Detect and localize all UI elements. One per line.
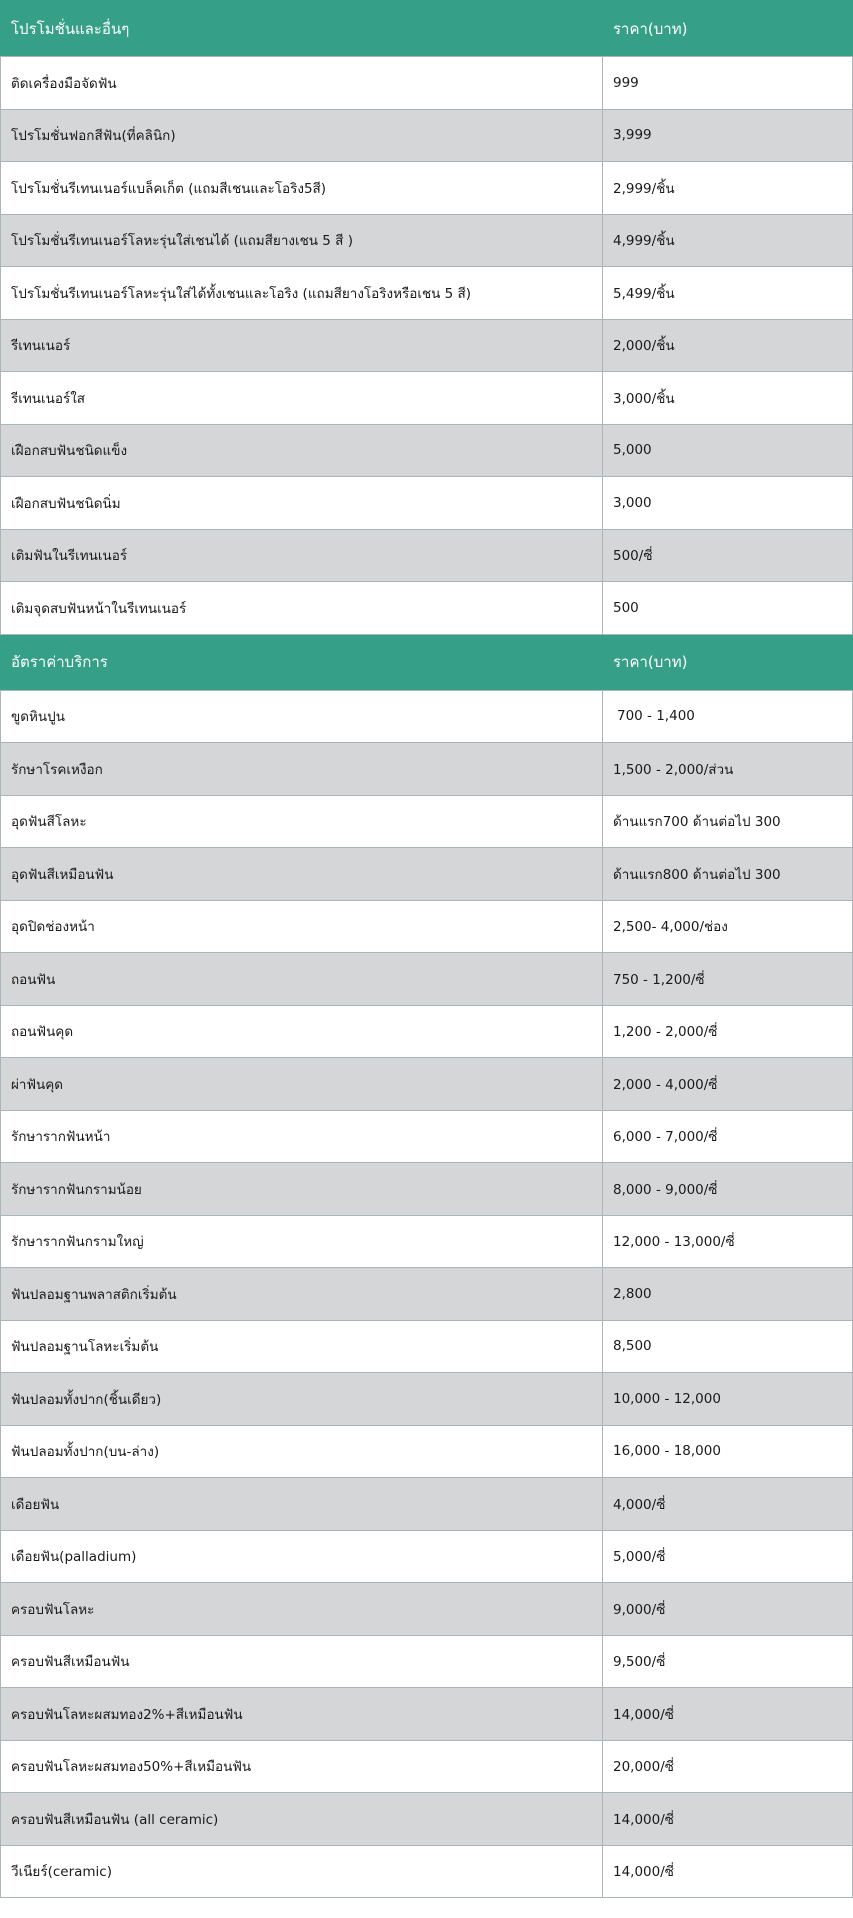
service-name: ครอบฟันสีเหมือนฟัน — [1, 1635, 603, 1688]
table-row — [1, 1478, 853, 1531]
service-price: 700 - 1,400 — [603, 690, 853, 743]
service-price: 4,999/ชิ้น — [603, 214, 853, 267]
service-name: ฟันปลอมฐานพลาสติกเริ่มต้น — [1, 1268, 603, 1321]
service-price: 2,000 - 4,000/ซี่ — [603, 1058, 853, 1111]
service-name: ครอบฟันโลหะผสมทอง50%+สีเหมือนฟัน — [1, 1740, 603, 1793]
table-row — [1, 1373, 853, 1426]
service-name: รักษารากฟันกรามใหญ่ — [1, 1215, 603, 1268]
service-name: ถอนฟัน — [1, 953, 603, 1006]
service-price: 2,999/ชิ้น — [603, 162, 853, 215]
table-row — [1, 690, 853, 743]
service-name: เดือยฟัน(palladium) — [1, 1530, 603, 1583]
service-name: ครอบฟันสีเหมือนฟัน (all ceramic) — [1, 1793, 603, 1846]
table-row — [1, 477, 853, 530]
table-row — [1, 1425, 853, 1478]
service-price: 12,000 - 13,000/ซี่ — [603, 1215, 853, 1268]
service-name: เติมฟันในรีเทนเนอร์ — [1, 529, 603, 582]
section-header-promotions — [1, 1, 853, 57]
service-price: 5,000 — [603, 424, 853, 477]
service-price: 16,000 - 18,000 — [603, 1425, 853, 1478]
service-price: 6,000 - 7,000/ซี่ — [603, 1110, 853, 1163]
service-price: 8,500 — [603, 1320, 853, 1373]
service-name: ขูดหินปูน — [1, 690, 603, 743]
service-price: 3,999 — [603, 109, 853, 162]
table-row — [1, 57, 853, 110]
service-price: 9,000/ซี่ — [603, 1583, 853, 1636]
table-row — [1, 529, 853, 582]
price-column-header: ราคา(บาท) — [603, 634, 853, 690]
service-price: 2,800 — [603, 1268, 853, 1321]
service-price: 14,000/ซี่ — [603, 1688, 853, 1741]
service-name: รีเทนเนอร์ — [1, 319, 603, 372]
table-row — [1, 1268, 853, 1321]
table-row — [1, 1005, 853, 1058]
service-name: ครอบฟันโลหะผสมทอง2%+สีเหมือนฟัน — [1, 1688, 603, 1741]
service-price: 9,500/ซี่ — [603, 1635, 853, 1688]
price-column-header: ราคา(บาท) — [603, 1, 853, 57]
table-row — [1, 1688, 853, 1741]
service-name: ฟันปลอมทั้งปาก(บน-ล่าง) — [1, 1425, 603, 1478]
table-row — [1, 1583, 853, 1636]
table-row — [1, 1845, 853, 1898]
table-row — [1, 1215, 853, 1268]
service-price: 14,000/ซี่ — [603, 1845, 853, 1898]
table-row — [1, 1320, 853, 1373]
table-row — [1, 372, 853, 425]
service-name: รักษารากฟันกรามน้อย — [1, 1163, 603, 1216]
service-name: อุดปิดช่องหน้า — [1, 900, 603, 953]
table-row — [1, 214, 853, 267]
service-price: 3,000 — [603, 477, 853, 530]
service-price: 1,200 - 2,000/ซี่ — [603, 1005, 853, 1058]
service-name: โปรโมชั่นรีเทนเนอร์แบล็คเก็ต (แถมสีเชนและโอริง5สี) — [1, 162, 603, 215]
table-row — [1, 582, 853, 635]
table-row — [1, 953, 853, 1006]
table-row — [1, 1740, 853, 1793]
table-row — [1, 1163, 853, 1216]
service-name: รีเทนเนอร์ใส — [1, 372, 603, 425]
service-price: 5,499/ชิ้น — [603, 267, 853, 320]
service-price: 3,000/ชิ้น — [603, 372, 853, 425]
service-price: 8,000 - 9,000/ซี่ — [603, 1163, 853, 1216]
table-row — [1, 162, 853, 215]
service-price: 2,000/ชิ้น — [603, 319, 853, 372]
table-row — [1, 743, 853, 796]
table-row — [1, 109, 853, 162]
service-name: รักษารากฟันหน้า — [1, 1110, 603, 1163]
service-name: ติดเครื่องมือจัดฟัน — [1, 57, 603, 110]
service-price: 500 — [603, 582, 853, 635]
table-row — [1, 424, 853, 477]
table-row — [1, 319, 853, 372]
service-price: 1,500 - 2,000/ส่วน — [603, 743, 853, 796]
table-row — [1, 1635, 853, 1688]
table-row — [1, 1110, 853, 1163]
service-price: 750 - 1,200/ซี่ — [603, 953, 853, 1006]
service-price: 4,000/ซี่ — [603, 1478, 853, 1531]
service-price: 14,000/ซี่ — [603, 1793, 853, 1846]
service-name: ฟันปลอมฐานโลหะเริ่มต้น — [1, 1320, 603, 1373]
service-name: โปรโมชั่นรีเทนเนอร์โลหะรุ่นใส่ได้ทั้งเชนและโอริง (แถมสียางโอริงหรือเชน 5 สี) — [1, 267, 603, 320]
section-title: โปรโมชั่นและอื่นๆ — [1, 1, 603, 57]
service-name: ผ่าฟันคุด — [1, 1058, 603, 1111]
service-name: อุดฟันสีโลหะ — [1, 795, 603, 848]
service-name: ฟันปลอมทั้งปาก(ชิ้นเดียว) — [1, 1373, 603, 1426]
service-name: เติมจุดสบฟันหน้าในรีเทนเนอร์ — [1, 582, 603, 635]
service-name: โปรโมชั่นรีเทนเนอร์โลหะรุ่นใส่เชนได้ (แถมสียางเชน 5 สี ) — [1, 214, 603, 267]
table-row — [1, 267, 853, 320]
section-title: อัตราค่าบริการ — [1, 634, 603, 690]
service-price: 500/ซี่ — [603, 529, 853, 582]
service-name: ครอบฟันโลหะ — [1, 1583, 603, 1636]
service-name: เฝือกสบฟันชนิดนิ่ม — [1, 477, 603, 530]
service-price: 20,000/ซี่ — [603, 1740, 853, 1793]
table-row — [1, 1793, 853, 1846]
table-row — [1, 1058, 853, 1111]
service-name: เฝือกสบฟันชนิดแข็ง — [1, 424, 603, 477]
service-price: 5,000/ซี่ — [603, 1530, 853, 1583]
service-price: 999 — [603, 57, 853, 110]
table-row — [1, 795, 853, 848]
table-row — [1, 1530, 853, 1583]
table-row — [1, 900, 853, 953]
service-name: อุดฟันสีเหมือนฟัน — [1, 848, 603, 901]
service-price: 10,000 - 12,000 — [603, 1373, 853, 1426]
service-price: ด้านแรก800 ด้านต่อไป 300 — [603, 848, 853, 901]
service-name: เดือยฟัน — [1, 1478, 603, 1531]
service-price: ด้านแรก700 ด้านต่อไป 300 — [603, 795, 853, 848]
service-name: ถอนฟันคุด — [1, 1005, 603, 1058]
section-header-service-rates — [1, 634, 853, 690]
service-name: โปรโมชั่นฟอกสีฟัน(ที่คลินิก) — [1, 109, 603, 162]
table-row — [1, 848, 853, 901]
price-table-body — [1, 1, 853, 1898]
service-price: 2,500- 4,000/ช่อง — [603, 900, 853, 953]
service-name: รักษาโรคเหงือก — [1, 743, 603, 796]
service-name: วีเนียร์(ceramic) — [1, 1845, 603, 1898]
